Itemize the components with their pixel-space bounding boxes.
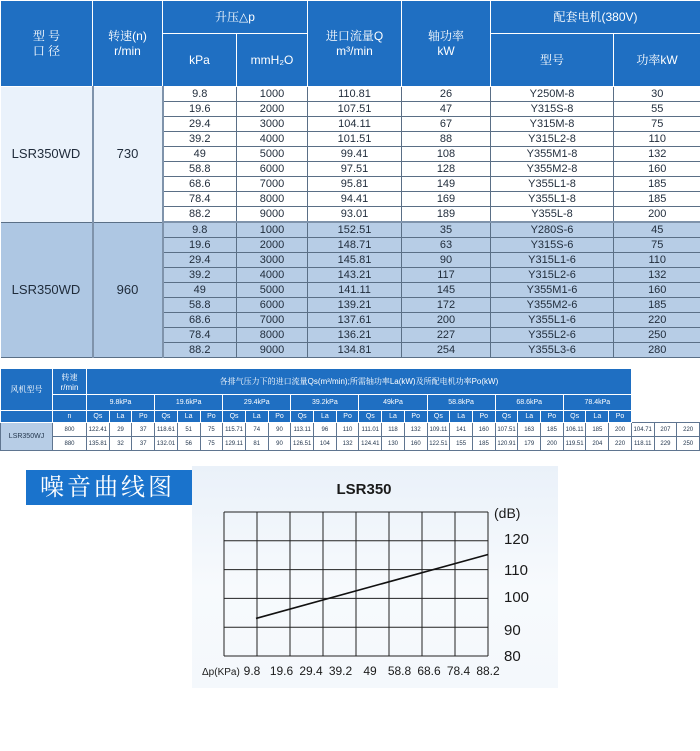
header-shaft-power: 轴功率 kW [402,1,491,87]
value-cell: 118.61 [155,423,178,437]
value-cell: 29 [109,423,132,437]
x-tick-label: 39.2 [328,664,353,678]
motor-power-cell: 75 [614,238,700,253]
sub-header: La [450,411,473,423]
motor-model-cell: Y355L2-6 [491,328,614,343]
x-tick-label: 19.6 [269,664,294,678]
motor-model-cell: Y280S-6 [491,222,614,238]
motor-power-cell: 185 [614,298,700,313]
value-cell: 37 [132,423,155,437]
motor-power-cell: 30 [614,87,700,102]
motor-model-cell: Y315L2-8 [491,132,614,147]
flow-cell: 97.51 [308,162,402,177]
motor-model-cell: Y315S-6 [491,238,614,253]
value-cell: 115.71 [223,423,246,437]
flow-cell: 152.51 [308,222,402,238]
shaft-power-cell: 35 [402,222,491,238]
sub-header: Po [404,411,427,423]
value-cell: 122.41 [87,423,110,437]
flow-cell: 94.41 [308,192,402,207]
mmh2o-cell: 6000 [237,298,308,313]
motor-power-cell: 110 [614,253,700,268]
mmh2o-cell: 8000 [237,192,308,207]
flow-cell: 137.61 [308,313,402,328]
value-cell: 179 [518,437,541,451]
value-cell: 120.91 [495,437,518,451]
mmh2o-cell: 7000 [237,313,308,328]
value-cell: 75 [200,423,223,437]
header-mmh2o: mmH₂O [237,34,308,87]
flow-cell: 141.11 [308,283,402,298]
x-tick-label: 49 [363,664,377,678]
motor-power-cell: 250 [614,328,700,343]
speed-variant-rows [1,423,700,451]
noise-section-title: 噪音曲线图 [26,470,198,505]
shaft-power-cell: 63 [402,238,491,253]
shaft-power-cell: 117 [402,268,491,283]
kpa-cell: 19.6 [163,102,237,117]
y-tick-label: 90 [504,622,521,639]
kpa-cell: 88.2 [163,343,237,358]
sub-header: Qs [495,411,518,423]
sub-header: La [518,411,541,423]
value-cell: 106.11 [563,423,586,437]
y-axis-label: (dB) [494,505,521,521]
value-cell: 124.41 [359,437,382,451]
speed-cell: 800 [53,423,87,437]
pressure-header: 58.8kPa [427,395,495,411]
flow-cell: 136.21 [308,328,402,343]
speed-variant-table [0,368,700,451]
pressure-header: 68.6kPa [495,395,563,411]
flow-cell: 95.81 [308,177,402,192]
sub-header: Po [200,411,223,423]
flow-cell: 107.51 [308,102,402,117]
value-cell: 37 [132,437,155,451]
shaft-power-cell: 108 [402,147,491,162]
motor-model-cell: Y315L1-6 [491,253,614,268]
x-tick-label: 58.8 [387,664,412,678]
value-cell: 200 [541,437,564,451]
flow-cell: 110.81 [308,87,402,102]
value-cell: 129.11 [223,437,246,451]
sub-header: Qs [427,411,450,423]
table-row [1,222,700,238]
value-cell: 32 [109,437,132,451]
header-speed: 转速(n) r/min [93,1,163,87]
value-cell: 185 [586,423,609,437]
mmh2o-cell: 6000 [237,162,308,177]
kpa-cell: 9.8 [163,87,237,102]
speed-sub-header: n [53,411,87,423]
value-cell: 90 [268,423,291,437]
value-cell: 119.51 [563,437,586,451]
mmh2o-cell: 9000 [237,207,308,223]
motor-model-cell: Y355L1-8 [491,177,614,192]
shaft-power-cell: 88 [402,132,491,147]
header2-speed: 转速 r/min [53,369,87,395]
value-cell: 220 [609,437,632,451]
mmh2o-cell: 4000 [237,268,308,283]
shaft-power-cell: 172 [402,298,491,313]
y-tick-label: 110 [504,562,528,579]
value-cell: 56 [177,437,200,451]
motor-power-cell: 185 [614,192,700,207]
motor-power-cell: 200 [614,207,700,223]
mmh2o-cell: 2000 [237,238,308,253]
kpa-cell: 49 [163,147,237,162]
value-cell: 185 [472,437,495,451]
shaft-power-cell: 200 [402,313,491,328]
motor-model-cell: Y355M2-6 [491,298,614,313]
mmh2o-cell: 1000 [237,222,308,238]
value-cell: 229 [654,437,677,451]
motor-power-cell: 75 [614,117,700,132]
kpa-cell: 29.4 [163,253,237,268]
motor-power-cell: 160 [614,283,700,298]
motor-power-cell: 110 [614,132,700,147]
shaft-power-cell: 47 [402,102,491,117]
sub-header: Qs [563,411,586,423]
shaft-power-cell: 26 [402,87,491,102]
mmh2o-cell: 4000 [237,132,308,147]
sub-header: La [314,411,337,423]
value-cell: 185 [541,423,564,437]
performance-table [0,0,700,358]
value-cell: 163 [518,423,541,437]
flow-cell: 93.01 [308,207,402,223]
mmh2o-cell: 8000 [237,328,308,343]
shaft-power-cell: 227 [402,328,491,343]
value-cell: 74 [245,423,268,437]
pressure-header: 29.4kPa [223,395,291,411]
sub-header: Po [132,411,155,423]
x-tick-label: 68.6 [417,664,441,678]
sub-header: Po [609,411,632,423]
noise-chart [192,466,558,688]
group-960 [1,222,700,358]
flow-cell: 104.11 [308,117,402,132]
motor-model-cell: Y315L2-6 [491,268,614,283]
noise-series-line [256,555,488,619]
value-cell: 104.71 [631,423,654,437]
value-cell: 81 [245,437,268,451]
shaft-power-cell: 90 [402,253,491,268]
sub-header: Po [268,411,291,423]
sub-header: La [586,411,609,423]
sub-header: Qs [87,411,110,423]
mmh2o-cell: 3000 [237,253,308,268]
model-cell: LSR350WD [1,87,93,223]
speed-cell: 880 [53,437,87,451]
value-cell: 51 [177,423,200,437]
value-cell: 104 [314,437,337,451]
shaft-power-cell: 254 [402,343,491,358]
value-cell: 204 [586,437,609,451]
motor-model-cell: Y315M-8 [491,117,614,132]
header2-description: 各排气压力下的进口流量Qs(m³/min);所需轴功率La(kW)及所配电机功率Po(kW) [87,369,632,395]
x-tick-label: 88.2 [476,664,500,678]
value-cell: 220 [677,423,700,437]
y-tick-label: 80 [504,648,521,665]
value-cell: 118 [382,423,405,437]
value-cell: 130 [382,437,405,451]
mmh2o-cell: 5000 [237,147,308,162]
value-cell: 126.51 [291,437,314,451]
kpa-cell: 68.6 [163,177,237,192]
mmh2o-cell: 9000 [237,343,308,358]
motor-power-cell: 220 [614,313,700,328]
value-cell: 160 [404,437,427,451]
pressure-header: 19.6kPa [155,395,223,411]
flow-cell: 101.51 [308,132,402,147]
value-cell: 200 [609,423,632,437]
motor-power-cell: 55 [614,102,700,117]
motor-model-cell: Y355L-8 [491,207,614,223]
sub-header: Qs [155,411,178,423]
kpa-cell: 58.8 [163,162,237,177]
kpa-cell: 68.6 [163,313,237,328]
model-cell: LSR350WJ [1,423,53,451]
y-tick-label: 100 [504,589,530,606]
shaft-power-cell: 169 [402,192,491,207]
kpa-cell: 88.2 [163,207,237,223]
value-cell: 90 [268,437,291,451]
shaft-power-cell: 189 [402,207,491,223]
mmh2o-cell: 2000 [237,102,308,117]
table-row [1,437,700,451]
shaft-power-cell: 145 [402,283,491,298]
sub-header: La [177,411,200,423]
mmh2o-cell: 1000 [237,87,308,102]
flow-cell: 143.21 [308,268,402,283]
sub-header: La [245,411,268,423]
motor-model-cell: Y355M1-6 [491,283,614,298]
table-row [1,87,700,102]
value-cell: 122.51 [427,437,450,451]
kpa-cell: 78.4 [163,328,237,343]
shaft-power-cell: 128 [402,162,491,177]
motor-power-cell: 185 [614,177,700,192]
value-cell: 132 [336,437,359,451]
header2-blank [53,395,87,411]
model-cell: LSR350WD [1,222,93,358]
motor-model-cell: Y355M2-8 [491,162,614,177]
value-cell: 96 [314,423,337,437]
kpa-cell: 9.8 [163,222,237,238]
group-730 [1,87,700,223]
header-motor-power: 功率kW [614,34,700,87]
motor-model-cell: Y355L3-6 [491,343,614,358]
x-tick-label: 29.4 [299,664,323,678]
sub-header: Qs [223,411,246,423]
speed-cell: 730 [93,87,163,223]
sub-header: Qs [291,411,314,423]
pressure-header: 9.8kPa [87,395,155,411]
kpa-cell: 39.2 [163,132,237,147]
table-row [1,423,700,437]
kpa-cell: 29.4 [163,117,237,132]
sub-header: Po [541,411,564,423]
kpa-cell: 58.8 [163,298,237,313]
value-cell: 141 [450,423,473,437]
sub-header: La [109,411,132,423]
pressure-header: 39.2kPa [291,395,359,411]
value-cell: 111.01 [359,423,382,437]
header2-blank2 [1,411,53,423]
header-motor-model: 型号 [491,34,614,87]
motor-model-cell: Y355L1-8 [491,192,614,207]
value-cell: 107.51 [495,423,518,437]
header-kpa: kPa [163,34,237,87]
speed-cell: 960 [93,222,163,358]
value-cell: 113.11 [291,423,314,437]
kpa-cell: 49 [163,283,237,298]
sub-header: La [382,411,405,423]
value-cell: 118.11 [631,437,654,451]
kpa-cell: 39.2 [163,268,237,283]
mmh2o-cell: 3000 [237,117,308,132]
value-cell: 250 [677,437,700,451]
sub-header: Po [472,411,495,423]
pressure-header: 49kPa [359,395,427,411]
sub-header: Qs [359,411,382,423]
mmh2o-cell: 5000 [237,283,308,298]
header-pressure: 升压△p [163,1,308,34]
motor-model-cell: Y355L1-6 [491,313,614,328]
flow-cell: 134.81 [308,343,402,358]
kpa-cell: 19.6 [163,238,237,253]
kpa-cell: 78.4 [163,192,237,207]
value-cell: 110 [336,423,359,437]
value-cell: 135.81 [87,437,110,451]
x-tick-label: 78.4 [446,664,471,678]
mmh2o-cell: 7000 [237,177,308,192]
header-model: 型 号 口 径 [1,1,93,87]
value-cell: 109.11 [427,423,450,437]
motor-power-cell: 132 [614,147,700,162]
header-motor: 配套电机(380V) [491,1,700,34]
flow-cell: 145.81 [308,253,402,268]
motor-power-cell: 280 [614,343,700,358]
shaft-power-cell: 67 [402,117,491,132]
x-axis-label: Δp(KPa) [202,667,240,678]
chart-title: LSR350 [336,481,392,498]
value-cell: 207 [654,423,677,437]
motor-model-cell: Y355M1-8 [491,147,614,162]
value-cell: 160 [472,423,495,437]
motor-power-cell: 45 [614,222,700,238]
y-tick-label: 120 [504,531,530,548]
header-flow: 进口流量Q m³/min [308,1,402,87]
motor-power-cell: 160 [614,162,700,177]
shaft-power-cell: 149 [402,177,491,192]
flow-cell: 99.41 [308,147,402,162]
sub-header: Po [336,411,359,423]
motor-model-cell: Y315S-8 [491,102,614,117]
flow-cell: 148.71 [308,238,402,253]
value-cell: 75 [200,437,223,451]
value-cell: 132.01 [155,437,178,451]
value-cell: 132 [404,423,427,437]
x-tick-label: 9.8 [243,664,261,678]
value-cell: 155 [450,437,473,451]
flow-cell: 139.21 [308,298,402,313]
pressure-header: 78.4kPa [563,395,631,411]
header2-model: 风机型号 [1,369,53,411]
motor-power-cell: 132 [614,268,700,283]
motor-model-cell: Y250M-8 [491,87,614,102]
